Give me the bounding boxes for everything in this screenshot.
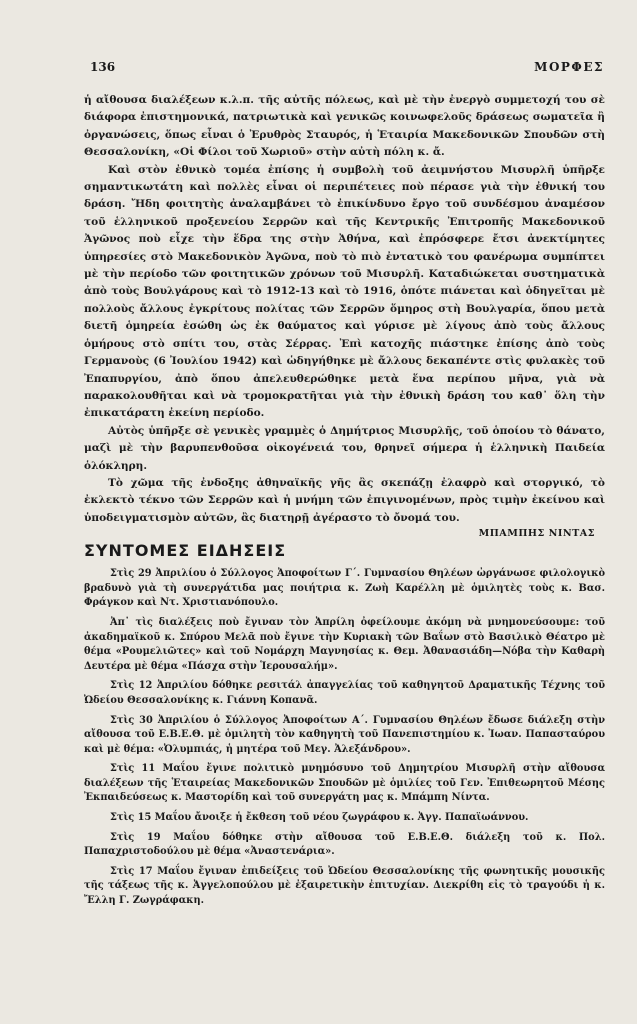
article-paragraph: ἡ αἴθουσα διαλέξεων κ.λ.π. τῆς αὐτῆς πόλεως, καὶ μὲ τὴν ἐνεργὸ συμμετοχή του σὲ διάφορα ἐπιστημονικά, πατριωτικὰ καὶ γενικῶς κοινωφελοῦς δράσεως σωματεῖα ἢ ὀργανώσεις, ὅπως εἶναι ὁ Ἐρυθρὸς Σταυρός, ἡ Ἑταιρία Μακεδονικῶν Σπουδῶν στὴ Θεσσαλονίκη, «Οἱ Φίλοι τοῦ Χωριοῦ» στὴν αὐτὴ πόλη κ. ἄ.: [84, 94, 605, 159]
news-item: Στὶς 17 Μαΐου ἔγιναν ἐπιδείξεις τοῦ Ὠδείου Θεσσαλονίκης τῆς φωνητικῆς μουσικῆς τῆς τάξεως τῆς κ. Ἀγγελοπούλου μὲ ἐξαιρετικὴν ἐπιτυχίαν. Διεκρίθη εἰς τὸ τραγούδι ἡ κ. Ἔλλη Γ. Ζωγράφακη.: [84, 865, 605, 907]
article-paragraph: Αὐτὸς ὑπῆρξε σὲ γενικὲς γραμμὲς ὁ Δημήτριος Μισυρλῆς, τοῦ ὁποίου τὸ θάνατο, μαζὶ μὲ τὴν βαρυπενθοῦσα οἰκογένειά του, θρηνεῖ σήμερα ἡ ἑλληνικὴ Παιδεία ὁλόκληρη.: [84, 424, 605, 472]
text-column: [84, 92, 605, 914]
news-item: Στὶς 12 Ἀπριλίου δόθηκε ρεσιτάλ ἀπαγγελίας τοῦ καθηγητοῦ Δραματικῆς Τέχνης τοῦ Ὠδείου Θεσσαλονίκης κ. Γιάννη Κοπανᾶ.: [84, 680, 605, 706]
news-item: Στὶς 11 Μαΐου ἔγινε πολιτικὸ μνημόσυνο τοῦ Δημητρίου Μισυρλῆ στὴν αἴθουσα διαλέξεων τῆς Ἑταιρείας Μακεδονικῶν Σπουδῶν μὲ ὁμιλίες τοῦ Γεν. Ἐπιθεωρητοῦ Μέσης Ἐκπαιδεύσεως κ. Μαστορίδη καὶ τοῦ συνεργάτη μας κ. Μπάμπη Νίντα.: [84, 763, 605, 804]
news-item: Στὶς 29 Ἀπριλίου ὁ Σύλλογος Ἀποφοίτων Γ΄. Γυμνασίου Θηλέων ὠργάνωσε φιλολογικὸ βραδυνὸ γιὰ τὴ συνεργάτιδα μας ποιήτρια κ. Ζωὴ Καρέλλη μὲ ὁμιλητὲς τοὺς κ. Βασ. Φράγκον καὶ Ντ. Χριστιανόπουλο.: [84, 568, 605, 609]
news-item: Στὶς 15 Μαΐου ἄνοιξε ἡ ἔκθεση τοῦ νέου ζωγράφου κ. Ἀγγ. Παπαϊωάννου.: [110, 812, 529, 824]
page-header: [86, 60, 604, 76]
running-title: ΜΟΡΦΕΣ: [534, 60, 604, 74]
news-item: Ἀπ᾽ τὶς διαλέξεις ποὺ ἔγιναν τὸν Ἀπρίλη ὀφείλουμε ἀκόμη νὰ μνημονεύσουμε: τοῦ ἀκαδημαϊκοῦ κ. Σπύρου Μελᾶ ποὺ ἔγινε τὴν Κυριακὴ τῶν Βαΐων στὸ Βασιλικὸ Θέατρο μὲ θέμα «Ρουμελιῶτες» καὶ τοῦ Νομάρχη Μαγνησίας κ. Θεμ. Ἀθανασιάδη—Νόβα τὴν Καθαρὴ Δευτέρα μὲ θέμα «Πάσχα στὴν Ἱερουσαλήμ».: [84, 616, 605, 672]
article-paragraph: Τὸ χῶμα τῆς ἐνδοξης ἀθηναϊκῆς γῆς ἂς σκεπάζῃ ἐλαφρὸ καὶ στοργικό, τὸ ἐκλεκτὸ τέκνο τῶν Σερρῶν καὶ ἡ μνήμη τῶν ἐπιγινομένων, πρὸς τιμὴν ἐκείνου καὶ ὑποδειγματισμὸν αὐτῶν, ἂς διατηρῇ ἀγέραστο τὸ ὄνομά του.: [84, 476, 605, 524]
news-item: Στὶς 19 Μαΐου δόθηκε στὴν αἴθουσα τοῦ Ε.Β.Ε.Θ. διάλεξη τοῦ κ. Πολ. Παπαχριστοδούλου μὲ θέμα «Ἀναστενάρια».: [84, 831, 605, 858]
author-signature: ΜΠΑΜΠΗΣ ΝΙΝΤΑΣ: [478, 528, 595, 540]
news-section-title: ΣΥΝΤΟΜΕΣ ΕΙΔΗΣΕΙΣ: [84, 541, 287, 561]
article-paragraph: Καὶ στὸν ἐθνικὸ τομέα ἐπίσης ἡ συμβολὴ τοῦ ἀειμνήστου Μισυρλῆ ὑπῆρξε σημαντικωτάτη καὶ πολλὲς εἶναι οἱ περιπέτειες ποὺ πέρασε γιὰ τὴν ἐθνική του δράση. Ἤδη φοιτητὴς ἀναλαμβάνει τὸ ἐπικίνδυνο ἔργο τοῦ συνδέσμου ἀναμέσον τοῦ ἑλληνικοῦ προξενείου Σερρῶν καὶ τῆς Κεντρικῆς Ἐπιτροπῆς Μακεδονικοῦ Ἀγῶνος ποὺ εἶχε τὴν ἕδρα της στὴν Ἀθήνα, καὶ ἐπρόσφερε ἔτσι ἀνεκτίμητες ὑπηρεσίες στὸ Μακεδονικὸν Ἀγῶνα, ποὺ τὸ πιὸ ἐντατικὸ του φανέρωμα συμπίπτει μὲ τὴν περίοδο τῶν φοιτητικῶν χρόνων τοῦ Μισυρλῆ. Καταδιώκεται συστηματικὰ ἀπὸ τοὺς Βουλγάρους καὶ τὸ 1912-13 καὶ τὸ 1916, ὁπότε πιάνεται καὶ ὁδηγεῖται μὲ πολλοὺς ἄλλους ἐγκρίτους πολίτας τῶν Σερρῶν ὅμηρος στὴ Βουλγαρία, ὅπου μετὰ διετῆ ὁμηρεία ἐσώθη ὡς ἐκ θαύματος καὶ γύρισε μὲ λίγους ἀπὸ τοὺς ἄλλους ὁμήρους στὸ σπίτι του, στὰς Σέρρας. Ἐπὶ κατοχῆς πιάστηκε ἐπίσης ἀπὸ τοὺς Γερμανοὺς (6 Ἰουλίου 1942) καὶ ὡδηγήθηκε μὲ ἄλλους δεκαπέντε στὶς φυλακὲς τοῦ Ἐπαπυργίου, ἀπὸ ὅπου ἀπελευθερώθηκε μετὰ ἕνα περίπου μῆνα, γιὰ νὰ παρακολουθῆται καὶ νὰ τρομοκρατῆται γιὰ τὴν ἐθνικὴ δράση του καθ᾽ ὅλη τὴν ἐπικατάρατη ἐκείνη περίοδο.: [84, 163, 605, 420]
page-number: 136: [90, 60, 116, 74]
news-item: Στὶς 30 Ἀπριλίου ὁ Σύλλογος Ἀποφοίτων Α΄. Γυμνασίου Θηλέων ἔδωσε διάλεξη στὴν αἴθουσα τοῦ Ε.Β.Ε.Θ. μὲ ὁμιλητὴ τὸν καθηγητὴ τοῦ Πανεπιστημίου κ. Ἰωαν. Παπασταύρου καὶ μὲ θέμα: «Ὀλυμπιάς, ἡ μητέρα τοῦ Μεγ. Ἀλεξάνδρου».: [84, 714, 605, 755]
